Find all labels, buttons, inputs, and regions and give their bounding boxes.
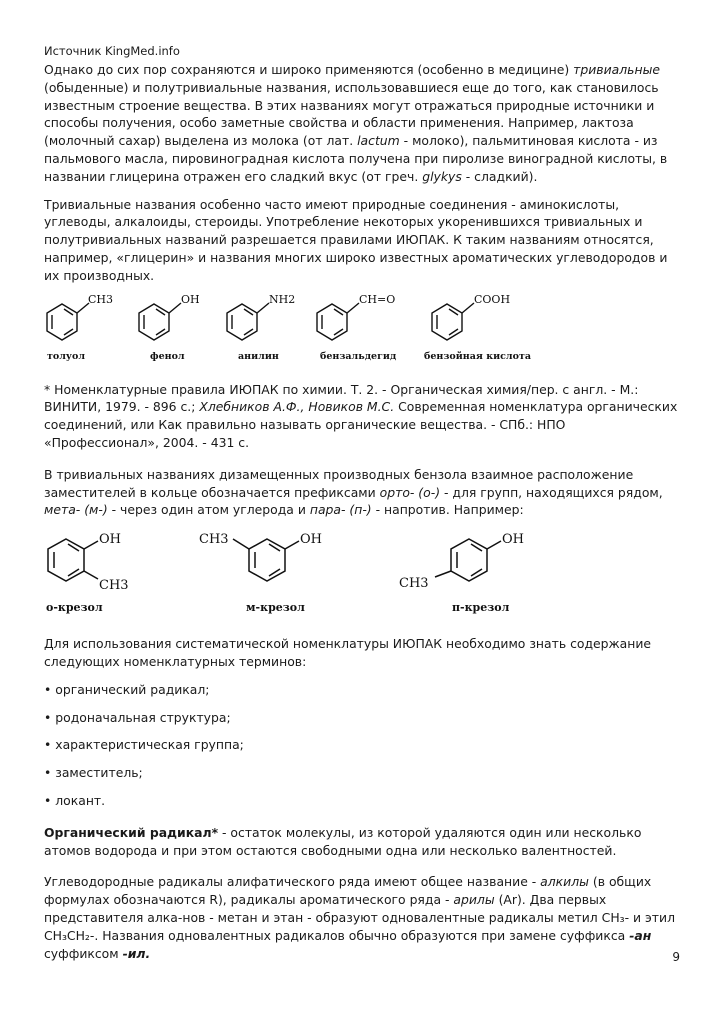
phenol-structure — [136, 289, 216, 349]
toluene-caption: толуол — [47, 350, 86, 362]
aniline-group-label: NH2 — [269, 292, 296, 306]
paragraph-trivial-names: Однако до сих пор сохраняются и широко применяются (особенно в медицине) тривиальные (обыденные) и полутривиальные названия, использовавшиеся еще до того, как становилось известным строение вещества. В этих названиях могут отражаться природные источники и способы получения, особо заметные свойства и области применения. Например, лактоза (молочный сахар) выделена из молока (от лат. lactum - молоко), пальмитиновая кислота - из пальмового масла, пировиноградная кислота получена при пиролизе виноградной кислоты, в названии глицерина отражен его сладкий вкус (от греч. glykys - сладкий). — [44, 62, 668, 184]
meta-oh-label: OH — [300, 532, 322, 548]
aromatic-compounds-figure — [44, 289, 684, 367]
benzaldehyde-structure — [314, 289, 414, 349]
benzoic-acid-group-label: COOH — [474, 292, 511, 306]
page-number: 9 — [672, 950, 680, 964]
meta-ch3-label: CH3 — [199, 532, 229, 548]
paragraph-terms-intro: Для использования систематической номенклатуры ИЮПАК необходимо знать содержание следующих номенклатурных терминов: — [44, 636, 652, 669]
paragraph-prefixes: В тривиальных названиях дизамещенных производных бензола взаимное расположение заместителей в кольце обозначается префиксами орто- (о-) - для групп, находящихся рядом, мета- (м-) - через один атом углерода и пара- (п-) - напротив. Например: — [44, 466, 663, 518]
benzoic-acid-caption: бензойная кислота — [424, 350, 531, 362]
benzoic-acid-structure — [429, 289, 529, 349]
paragraph-hydrocarbon-radicals: Углеводородные радикалы алифатического ряда имеют общее название - алкилы (в общих формулах обозначаются R), радикалы ароматического ряда - арилы (Ar). Два первых представителя алка-нов - метан и этан - образуют одновалентные радикалы метил CH₃- и этил CH₃CH₂-. Названия одновалентных радикалов обычно образуются при замене суффикса -ан суффиксом -ил. — [44, 874, 675, 961]
paragraph-organic-radical: Органический радикал* - остаток молекулы, из которой удаляются один или несколько атомов водорода и при этом остаются свободными одна или несколько валентностей. — [44, 824, 642, 858]
para-cresol-caption: п-крезол — [452, 601, 510, 615]
benzaldehyde-caption: бензальдегид — [320, 350, 397, 362]
aniline-structure — [224, 289, 304, 349]
para-cresol-structure — [399, 527, 579, 607]
source-line: Источник KingMed.info — [44, 44, 180, 58]
para-ch3-label: CH3 — [399, 576, 429, 592]
list-item: • характеристическая группа; — [44, 737, 244, 753]
phenol-group-label: OH — [181, 292, 200, 306]
meta-cresol-structure — [199, 527, 339, 607]
ortho-cresol-structure — [44, 527, 154, 607]
phenol-caption: фенол — [150, 350, 185, 362]
footnote: * Номенклатурные правила ИЮПАК по химии. Т. 2. - Органическая химия/пер. с англ. - М.: ВИНИТИ, 1979. - 896 с.; Хлебников А.Ф., Новиков М.С. Современная номенклатура органических соединений, или Как правильно называть органические вещества. - СПб.: НПО «Профессионал», 2004. - 431 с. — [44, 381, 678, 450]
toluene-group-label: CH3 — [88, 292, 114, 306]
para-oh-label: OH — [502, 532, 524, 548]
list-item: • родоначальная структура; — [44, 709, 231, 725]
cresols-figure — [44, 527, 684, 621]
document-page — [44, 44, 684, 962]
list-item: • органический радикал; — [44, 681, 210, 697]
ortho-ch3-label: CH3 — [99, 578, 129, 594]
benzaldehyde-group-label: CH=O — [359, 292, 396, 306]
ortho-oh-label: OH — [99, 532, 121, 548]
paragraph-natural-compounds: Тривиальные названия особенно часто имеют природные соединения - аминокислоты, углеводы, алкалоиды, стероиды. Употребление некоторых укоренившихся тривиальных и полутривиальных названий разрешается правилами ИЮПАК. К таким названиям относятся, например, «глицерин» и названия многих широко известных ароматических углеводородов и их производных. — [44, 196, 668, 283]
list-item: • заместитель; — [44, 765, 143, 781]
ortho-cresol-caption: о-крезол — [46, 601, 103, 615]
aniline-caption: анилин — [238, 350, 279, 362]
list-item: • локант. — [44, 792, 106, 808]
meta-cresol-caption: м-крезол — [246, 601, 305, 615]
toluene-structure — [44, 289, 124, 349]
